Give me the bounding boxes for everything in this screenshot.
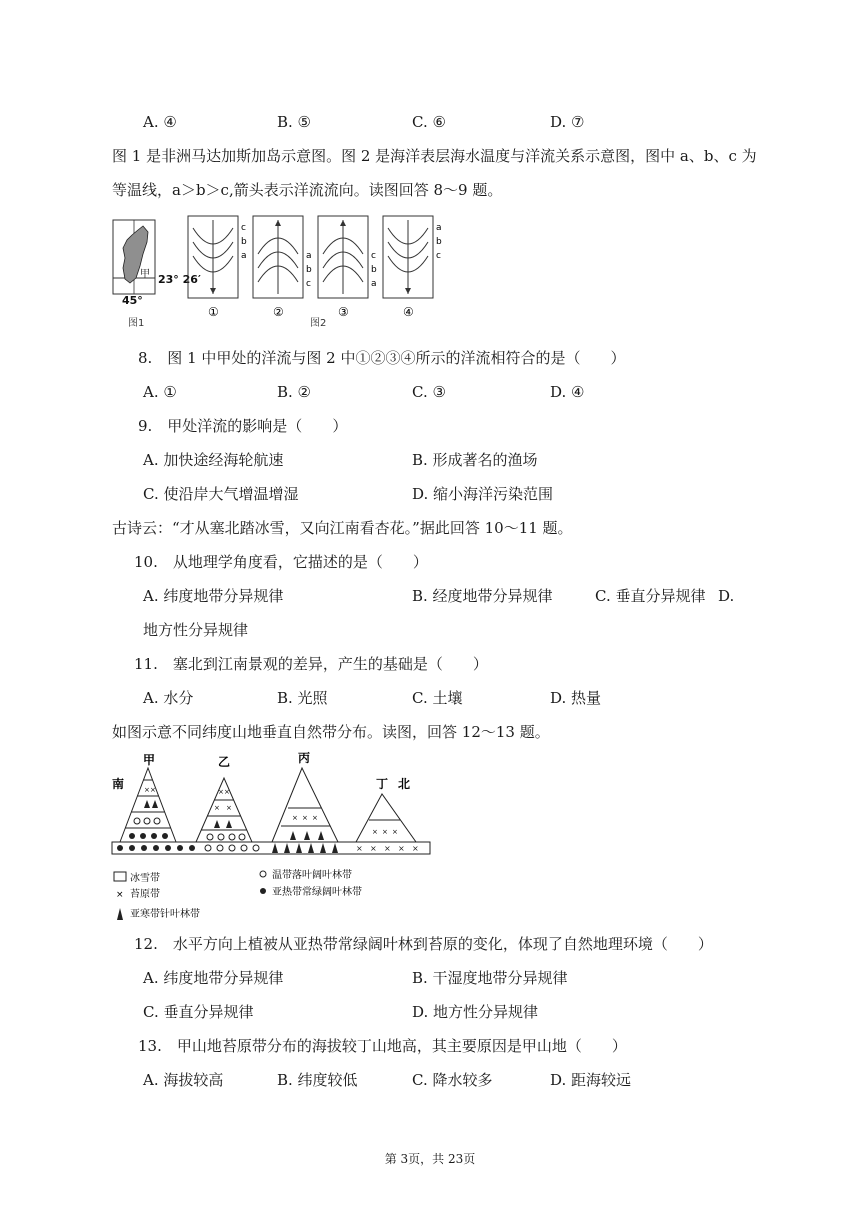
q12-option-d: D. 地方性分异规律 xyxy=(412,1003,539,1021)
svg-text:×: × xyxy=(150,786,156,794)
figure1-lat-label: 23° 26′ xyxy=(158,273,201,286)
peak-ding-label: 丁 xyxy=(376,777,389,791)
svg-text:×: × xyxy=(370,844,377,853)
figure2-caption: 图2 xyxy=(310,318,327,329)
mountain-ding xyxy=(356,794,416,842)
q9-option-a: A. 加快途经海轮航速 xyxy=(143,451,284,469)
q7-option-c: C. ⑥ xyxy=(412,113,446,131)
mountain-yi xyxy=(196,778,252,842)
svg-text:×: × xyxy=(412,844,419,853)
legend-snow-label: 冰雪带 xyxy=(130,873,160,884)
panel3-iso-3: a xyxy=(371,279,377,289)
q7-option-b: B. ⑤ xyxy=(277,113,312,131)
q13-option-b: B. 纬度较低 xyxy=(277,1071,358,1089)
panel1-iso-3: a xyxy=(241,251,247,261)
figure2-panel-1 xyxy=(188,216,247,319)
q11-stem: 11. 塞北到江南景观的差异，产生的基础是（ ） xyxy=(134,655,488,673)
legend-evergreen-label: 亚热带常绿阔叶林带 xyxy=(272,887,362,898)
intro-8-9-line2: 等温线，a＞b＞c,箭头表示洋流流向。读图回答 8～9 题。 xyxy=(112,181,503,199)
q8-option-d: D. ④ xyxy=(550,383,585,401)
panel2-iso-3: c xyxy=(306,279,311,289)
q8-option-b: B. ② xyxy=(277,383,312,401)
legend xyxy=(114,868,362,920)
figure-1-2 xyxy=(110,208,450,336)
legend-taiga-label: 亚寒带针叶林带 xyxy=(130,909,200,920)
intro-8-9-line1: 图 1 是非洲马达加斯加岛示意图。图 2 是海洋表层海水温度与洋流关系示意图，图中 a、b、c 为 xyxy=(112,147,757,165)
q13-stem: 13. 甲山地苔原带分布的海拔较丁山地高，其主要原因是甲山地（ ） xyxy=(138,1037,627,1055)
q11-option-a: A. 水分 xyxy=(143,689,194,707)
q11-option-b: B. 光照 xyxy=(277,689,328,707)
panel2-iso-2: b xyxy=(306,265,312,275)
panel3-iso-1: c xyxy=(371,251,376,261)
svg-text:×: × xyxy=(392,828,398,836)
q9-option-d: D. 缩小海洋污染范围 xyxy=(412,485,554,503)
svg-text:×: × xyxy=(292,814,298,822)
legend-deciduous-swatch xyxy=(260,871,266,877)
peak-yi-label: 乙 xyxy=(218,755,231,769)
q12-option-b: B. 干湿度地带分异规律 xyxy=(412,969,568,987)
panel2-number: ② xyxy=(273,305,284,319)
svg-text:×: × xyxy=(144,786,150,794)
panel4-iso-2: b xyxy=(436,237,442,247)
panel1-number: ① xyxy=(208,305,219,319)
legend-deciduous-label: 温带落叶阔叶林带 xyxy=(272,870,352,881)
legend-snow-swatch xyxy=(114,872,126,881)
north-label: 北 xyxy=(398,777,411,791)
q13-option-d: D. 距海较远 xyxy=(550,1071,632,1089)
svg-text:×: × xyxy=(384,844,391,853)
q8-stem: 8. 图 1 中甲处的洋流与图 2 中①②③④所示的洋流相符合的是（ ） xyxy=(138,349,626,367)
legend-tundra-label: 苔原带 xyxy=(130,889,160,900)
q11-option-d: D. 热量 xyxy=(550,689,602,707)
panel3-number: ③ xyxy=(338,305,349,319)
q10-option-d-prefix: D. xyxy=(718,587,735,605)
svg-text:×: × xyxy=(214,804,220,812)
svg-text:×: × xyxy=(224,788,230,796)
south-label: 南 xyxy=(112,777,125,791)
svg-text:×: × xyxy=(312,814,318,822)
q10-option-d-text: 地方性分异规律 xyxy=(143,621,249,639)
svg-text:×: × xyxy=(382,828,388,836)
svg-text:×: × xyxy=(372,828,378,836)
legend-taiga-swatch xyxy=(117,908,123,920)
figure2-panel-3 xyxy=(318,216,377,319)
panel4-number: ④ xyxy=(403,305,414,319)
q9-option-b: B. 形成著名的渔场 xyxy=(412,451,538,469)
q10-option-a: A. 纬度地带分异规律 xyxy=(143,587,284,605)
figure1-caption: 图1 xyxy=(128,318,145,329)
figure1-place-label: 甲 xyxy=(140,269,150,280)
peak-bing-label: 丙 xyxy=(298,751,311,765)
q7-option-a: A. ④ xyxy=(143,113,177,131)
intro-12-13: 如图示意不同纬度山地垂直自然带分布。读图，回答 12～13 题。 xyxy=(112,723,550,741)
base-strip xyxy=(112,842,430,854)
figure2-panel-4 xyxy=(383,216,442,319)
svg-text:×: × xyxy=(356,844,363,853)
figure2-panel-2 xyxy=(253,216,312,319)
q10-option-c: C. 垂直分异规律 xyxy=(595,587,706,605)
legend-tundra-swatch: × xyxy=(116,890,124,900)
svg-text:×: × xyxy=(398,844,405,853)
panel4-iso-3: c xyxy=(436,251,441,261)
figure1-lon-label: 45° xyxy=(122,294,143,307)
svg-text:×: × xyxy=(218,788,224,796)
q10-option-b: B. 经度地带分异规律 xyxy=(412,587,553,605)
q12-stem: 12. 水平方向上植被从亚热带常绿阔叶林到苔原的变化，体现了自然地理环境（ ） xyxy=(134,935,713,953)
panel4-iso-1: a xyxy=(436,223,442,233)
legend-evergreen-swatch xyxy=(260,888,266,894)
q13-option-c: C. 降水较多 xyxy=(412,1071,493,1089)
q8-option-a: A. ① xyxy=(143,383,177,401)
mountain-jia xyxy=(120,768,176,842)
page-footer: 第 3页，共 23页 xyxy=(384,1152,476,1166)
panel1-iso-1: c xyxy=(241,223,246,233)
svg-text:×: × xyxy=(302,814,308,822)
q10-stem: 10. 从地理学角度看，它描述的是（ ） xyxy=(134,553,428,571)
q9-option-c: C. 使沿岸大气增温增湿 xyxy=(143,485,299,503)
q8-option-c: C. ③ xyxy=(412,383,446,401)
intro-10-11: 古诗云：“才从塞北踏冰雪，又向江南看杏花。”据此回答 10～11 题。 xyxy=(112,519,573,537)
panel1-iso-2: b xyxy=(241,237,247,247)
q7-option-d: D. ⑦ xyxy=(550,113,585,131)
q9-stem: 9. 甲处洋流的影响是（ ） xyxy=(138,417,348,435)
q12-option-a: A. 纬度地带分异规律 xyxy=(143,969,284,987)
mountain-zonation-figure xyxy=(110,750,432,926)
panel3-iso-2: b xyxy=(371,265,377,275)
panel2-iso-1: a xyxy=(306,251,312,261)
svg-text:×: × xyxy=(226,804,232,812)
q13-option-a: A. 海拔较高 xyxy=(143,1071,224,1089)
q12-option-c: C. 垂直分异规律 xyxy=(143,1003,254,1021)
mountain-bing xyxy=(272,768,338,842)
peak-jia-label: 甲 xyxy=(143,753,156,767)
q11-option-c: C. 土壤 xyxy=(412,689,463,707)
